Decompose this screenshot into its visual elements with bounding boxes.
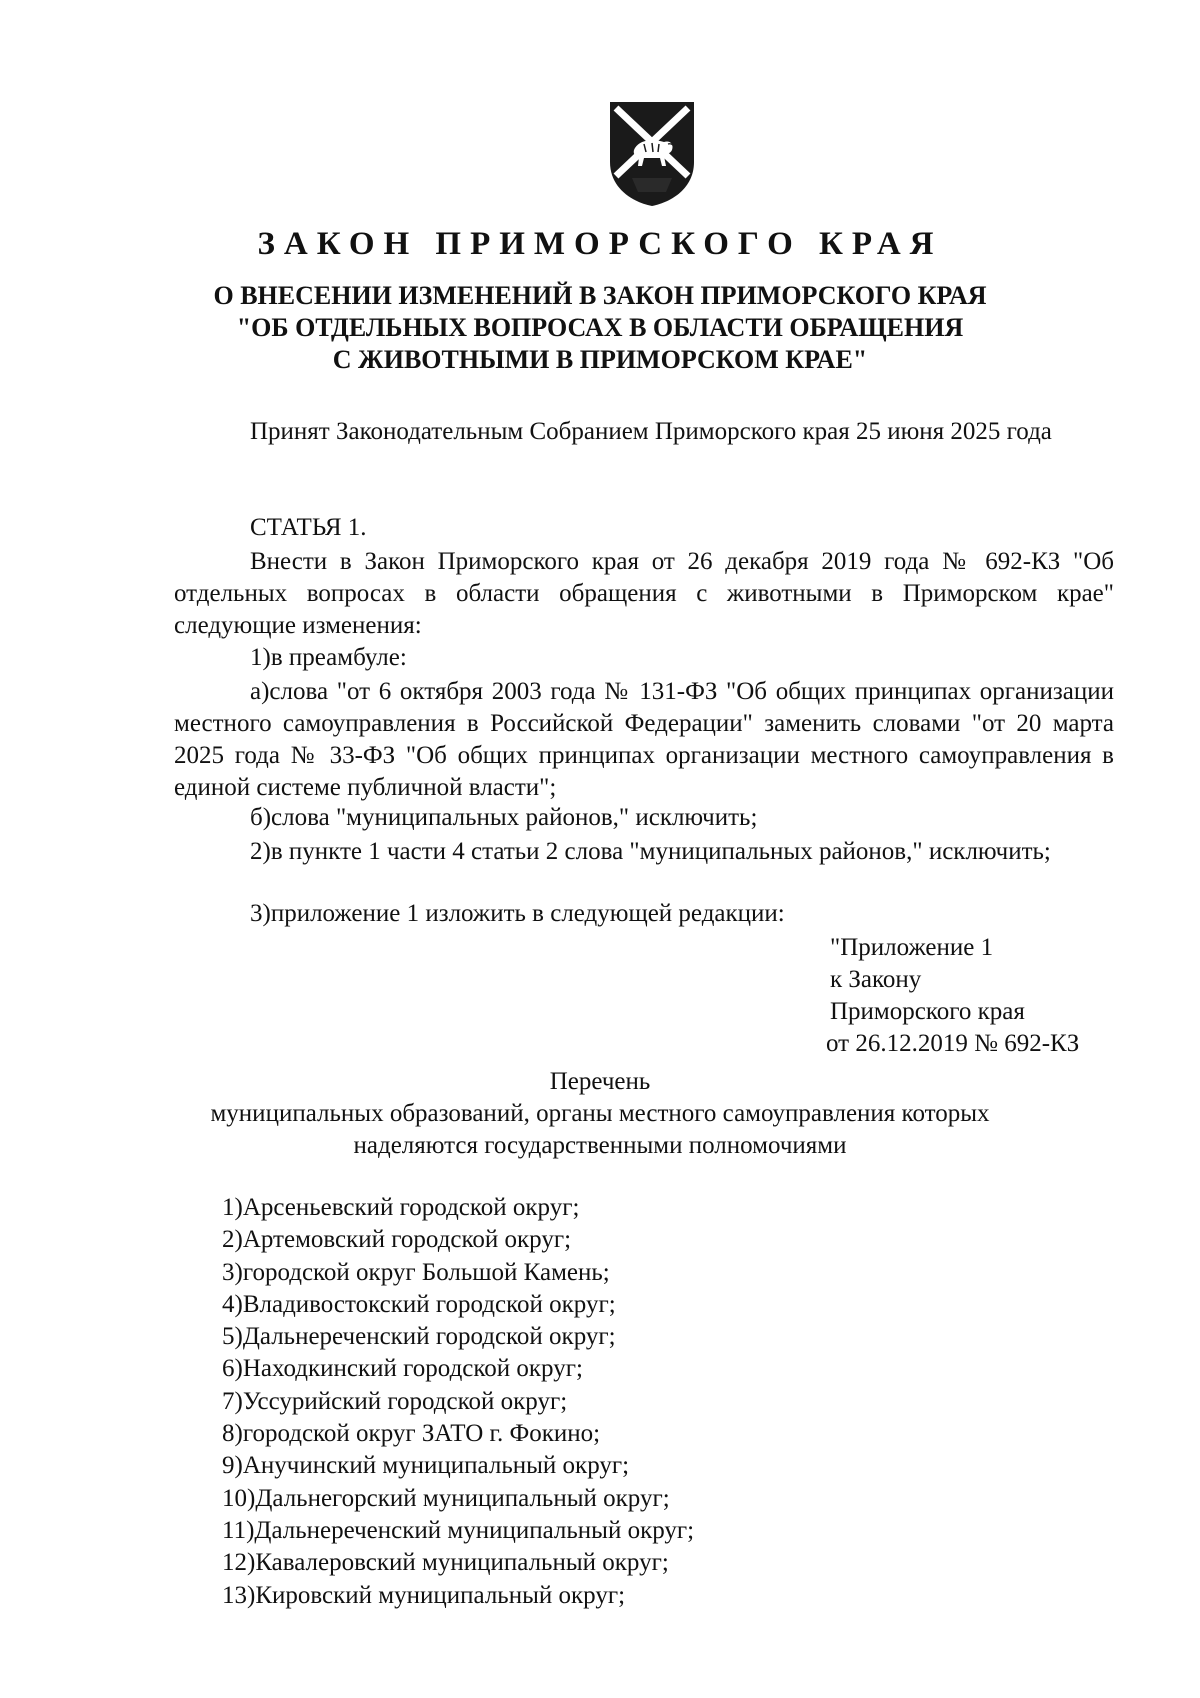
list-item: 10)Дальнегорский муниципальный округ; bbox=[222, 1484, 670, 1512]
article-heading: СТАТЬЯ 1. bbox=[250, 514, 367, 541]
list-item: 7)Уссурийский городской округ; bbox=[222, 1387, 568, 1415]
adoption-statement: Принят Законодательным Собранием Приморского края 25 июня 2025 года bbox=[250, 418, 1052, 445]
appendix-line: от 26.12.2019 № 692-КЗ bbox=[826, 1030, 1080, 1057]
list-item: 4)Владивостокский городской округ; bbox=[222, 1290, 616, 1318]
list-item: 12)Кавалеровский муниципальный округ; bbox=[222, 1549, 669, 1577]
subtitle-line: С ЖИВОТНЫМИ В ПРИМОРСКОМ КРАЕ" bbox=[332, 345, 868, 374]
list-subheading: наделяются государственными полномочиями bbox=[353, 1132, 847, 1159]
appendix-header bbox=[826, 932, 1080, 1060]
amendment-item-3: 3)приложение 1 изложить в следующей редакции: bbox=[250, 900, 785, 927]
municipality-list bbox=[222, 1192, 694, 1612]
list-heading: Перечень bbox=[549, 1068, 651, 1095]
list-item: 1)Арсеньевский городской округ; bbox=[222, 1194, 580, 1221]
subtitle-line: О ВНЕСЕНИИ ИЗМЕНЕНИЙ В ЗАКОН ПРИМОРСКОГО КРАЯ bbox=[213, 281, 987, 310]
amendment-item-1a: а)слова "от 6 октября 2003 года № 131-ФЗ "Об общих принципах организации местного самоуправления в Российской Федерации" заменить словами "от 20 марта 2025 года № 33-ФЗ "Об общих принципах организации местного самоуправления в единой системе публичной власти"; bbox=[174, 678, 1114, 801]
amendment-item-1b: б)слова "муниципальных районов," исключить; bbox=[250, 804, 758, 831]
article-intro: Внести в Закон Приморского края от 26 декабря 2019 года № 692-КЗ "Об отдельных вопросах в области обращения с животными в Приморском крае" следующие изменения: bbox=[174, 548, 1114, 639]
list-item: 5)Дальнереченский городской округ; bbox=[222, 1323, 616, 1351]
list-item: 3)городской округ Большой Камень; bbox=[222, 1258, 610, 1286]
law-title: ЗАКОН ПРИМОРСКОГО КРАЯ bbox=[257, 226, 943, 262]
list-item: 9)Анучинский муниципальный округ; bbox=[222, 1452, 630, 1480]
list-item: 8)городской округ ЗАТО г. Фокино; bbox=[222, 1420, 601, 1448]
law-subtitle bbox=[0, 280, 1200, 376]
list-item: 13)Кировский муниципальный округ; bbox=[222, 1581, 626, 1609]
list-item: 11)Дальнереченский муниципальный округ; bbox=[222, 1516, 695, 1544]
amendment-item-1: 1)в преамбуле: bbox=[250, 644, 407, 671]
list-subheading: муниципальных образований, органы местного самоуправления которых bbox=[210, 1100, 990, 1127]
amendment-item-2: 2)в пункте 1 части 4 статьи 2 слова "муниципальных районов," исключить; bbox=[250, 838, 1051, 865]
list-item: 6)Находкинский городской округ; bbox=[222, 1355, 583, 1383]
subtitle-line: "ОБ ОТДЕЛЬНЫХ ВОПРОСАХ В ОБЛАСТИ ОБРАЩЕНИЯ bbox=[236, 313, 964, 342]
list-item: 2)Артемовский городской округ; bbox=[222, 1226, 572, 1254]
appendix-line: "Приложение 1 bbox=[830, 934, 994, 961]
primorsky-coat-of-arms-icon bbox=[608, 100, 696, 208]
appendix-line: Приморского края bbox=[830, 998, 1025, 1025]
appendix-line: к Закону bbox=[830, 966, 922, 993]
